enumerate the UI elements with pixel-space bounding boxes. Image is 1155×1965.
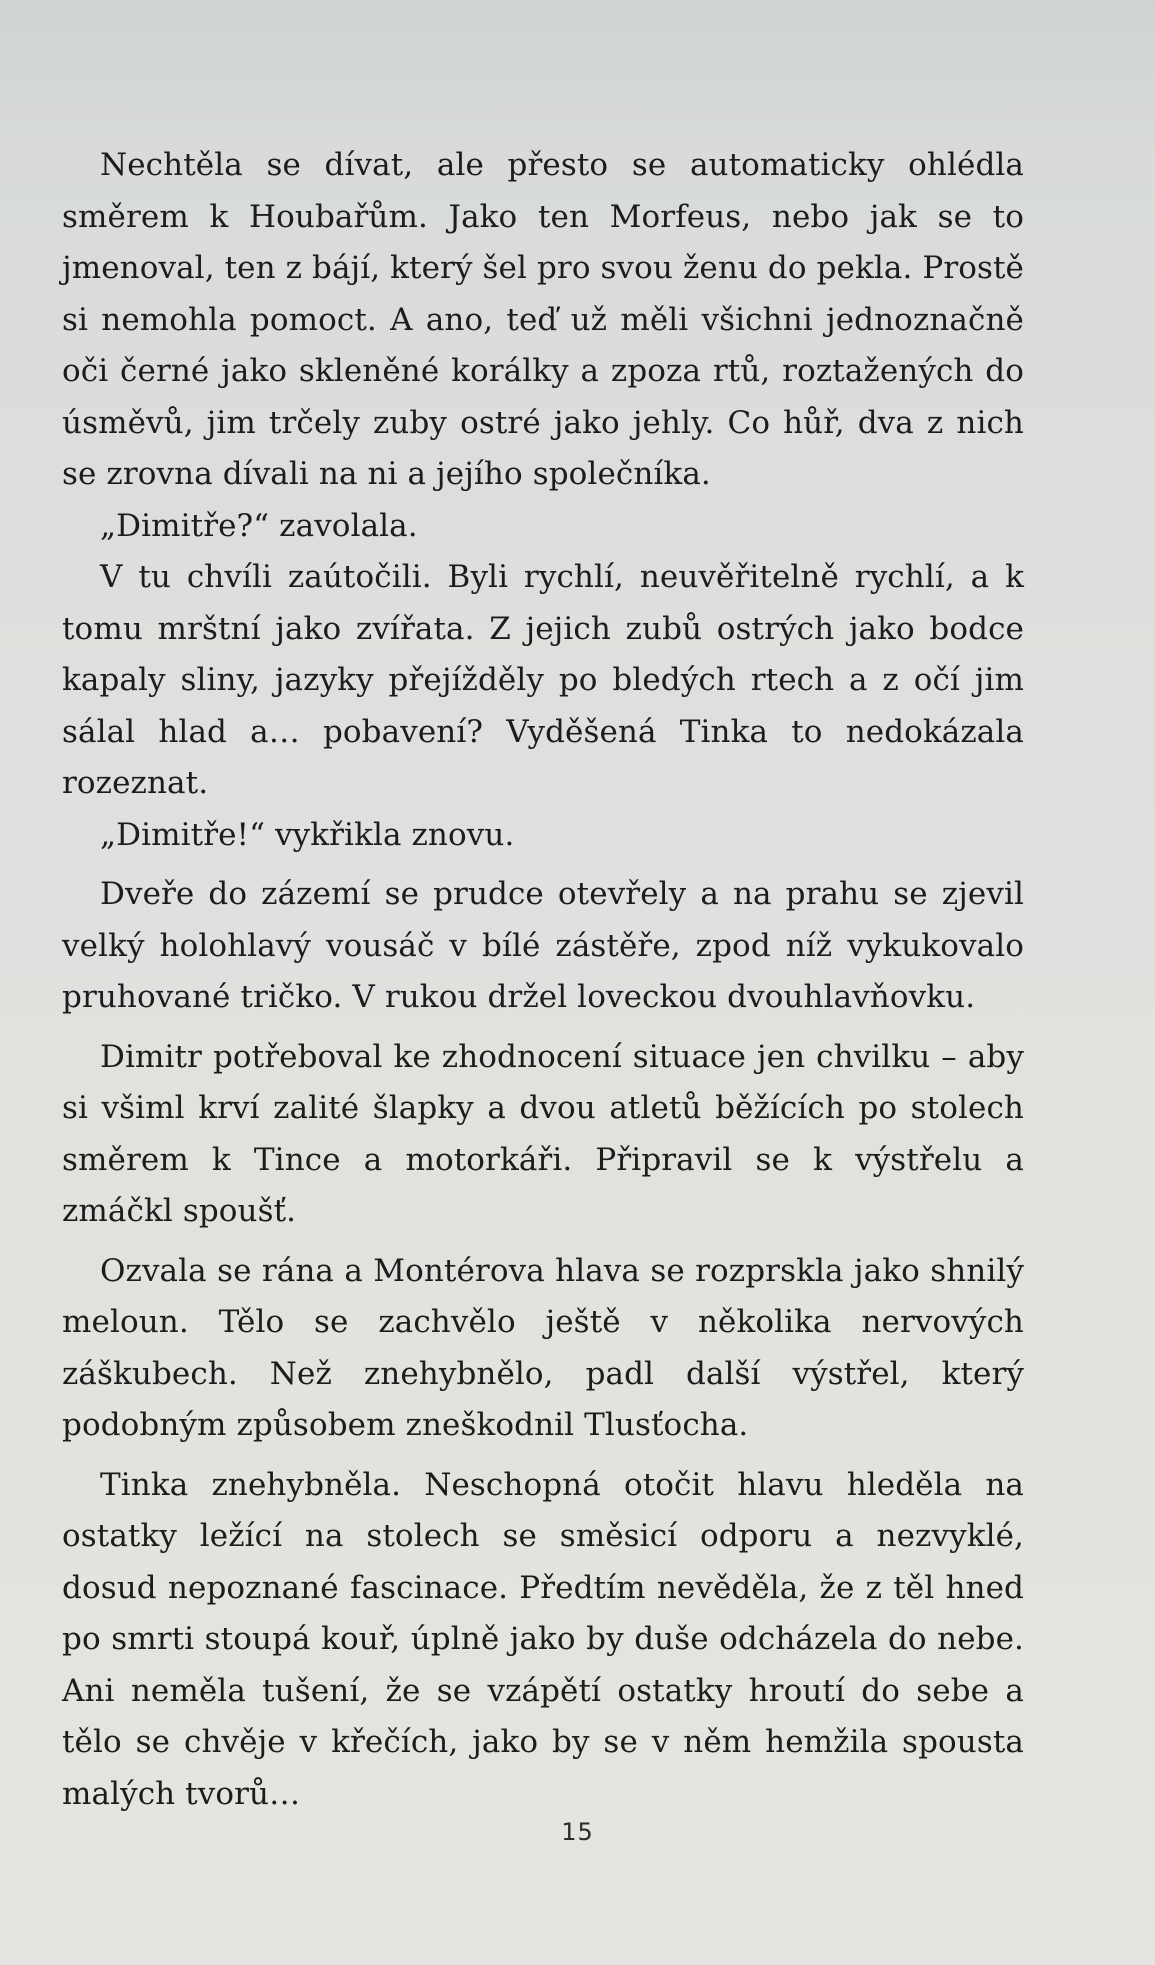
paragraph-3: V tu chvíli zaútočili. Byli rychlí, neuvěřitelně rychlí, a k tomu mrštní jako zvířata. Z jejich zubů ostrých jako bodce kapaly sliny, jazyky přejížděly po bledých rtech a z očí jim sálal hlad a… pobavení? Vyděšená Tinka to nedokázala rozeznat. — [62, 559, 1024, 801]
paragraph-5: Dveře do zázemí se prudce otevřely a na prahu se zjevil velký holohlavý vousáč v bílé zástěře, zpod níž vykukovalo pruhované tričko. V rukou držel loveckou dvouhlavňovku. — [62, 876, 1024, 1015]
paragraph-1: Nechtěla se dívat, ale přesto se automaticky ohlédla směrem k Houbařům. Jako ten Morfeus, nebo jak se to jmenoval, ten z bájí, který šel pro svou ženu do pekla. Prostě si nemohla pomoct. A ano, teď už měli všichni jednoznačně oči černé jako skleněné korálky a zpoza rtů, roztažených do úsměvů, jim trčely zuby ostré jako jehly. Co hůř, dva z nich se zrovna dívali na ni a jejího společníka. — [62, 147, 1025, 492]
paragraph-2-dialogue: „Dimitře?“ zavolala. — [100, 507, 418, 544]
paragraph-6: Dimitr potřeboval ke zhodnocení situace jen chvilku – aby si všiml krví zalité šlapky a dvou atletů běžících po stolech směrem k Tince a motorkáři. Připravil se k výstřelu a zmáčkl spoušť. — [62, 1038, 1024, 1229]
page-body-text — [62, 140, 1024, 1820]
paragraph-4-dialogue: „Dimitře!“ vykřikla znovu. — [100, 816, 515, 853]
page-number: 15 — [561, 1818, 594, 1846]
paragraph-7: Ozvala se rána a Montérova hlava se rozprskla jako shnilý meloun. Tělo se zachvělo ještě v několika nervových záškubech. Než znehybnělo, padl další výstřel, který podobným způsobem zneškodnil Tlusťocha. — [62, 1252, 1024, 1443]
paragraph-8: Tinka znehybněla. Neschopná otočit hlavu hleděla na ostatky ležící na stolech se směsicí odporu a nezvyklé, dosud nepoznané fascinace. Předtím nevěděla, že z těl hned po smrti stoupá kouř, úplně jako by duše odcházela do nebe. Ani neměla tušení, že se vzápětí ostatky hroutí do sebe a tělo se chvěje v křečích, jako by se v něm hemžila spousta malých tvorů… — [62, 1466, 1024, 1812]
